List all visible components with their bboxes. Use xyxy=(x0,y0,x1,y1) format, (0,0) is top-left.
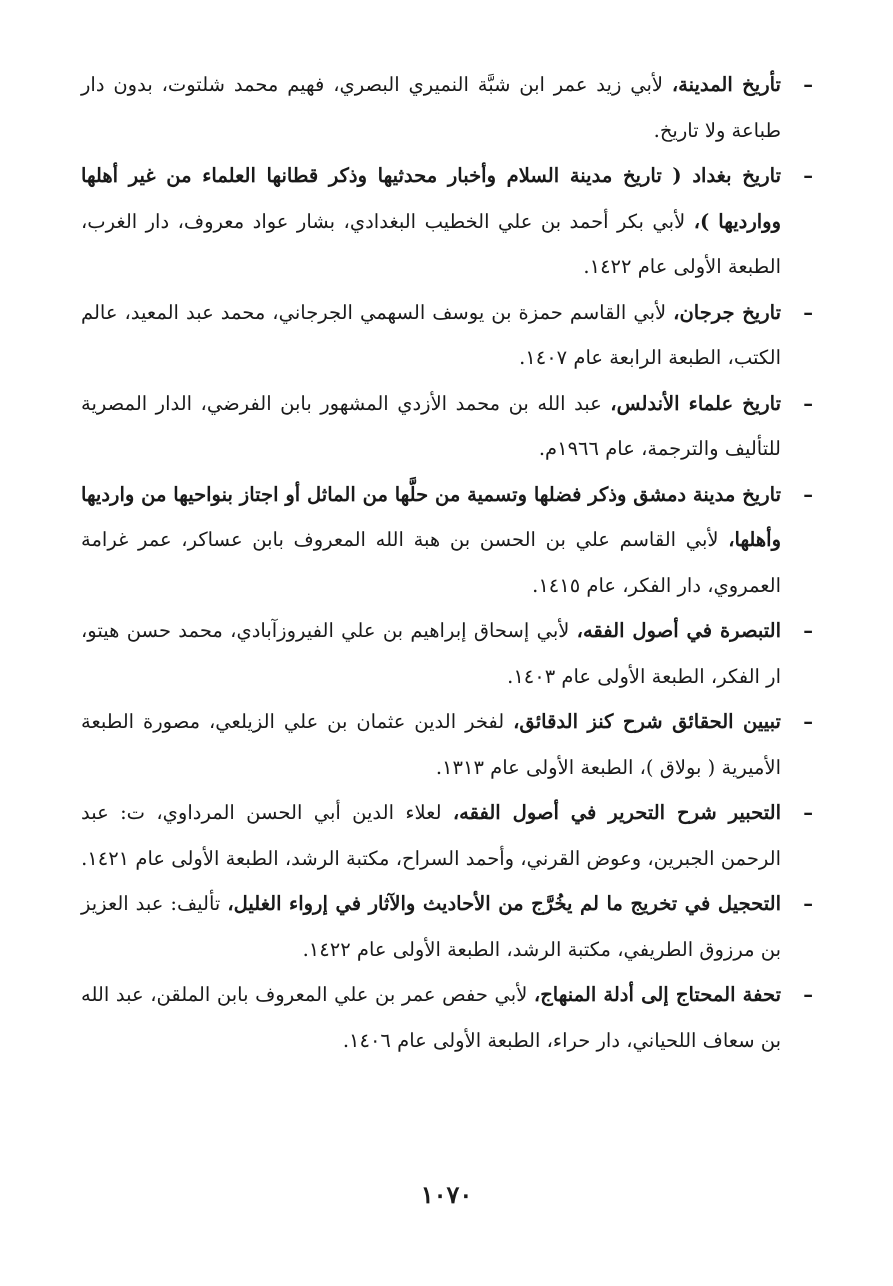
entry-body: لأبي حفص عمر بن علي المعروف بابن الملقن، عبد الله بن سعاف اللحياني، دار حراء، الطبعة الأولى عام ١٤٠٦. xyxy=(81,983,781,1052)
list-dash: – xyxy=(803,619,813,642)
bibliography-entry xyxy=(81,608,813,699)
list-dash: – xyxy=(803,73,813,96)
list-dash: – xyxy=(803,300,813,324)
bibliography-list xyxy=(81,62,813,1063)
entry-body: لأبي بكر أحمد بن علي الخطيب البغدادي، بشار عواد معروف، دار الغرب، الطبعة الأولى عام ١٤٢٢. xyxy=(81,209,781,278)
entry-body: لأبي القاسم علي بن الحسن بن هبة الله المعروف بابن عساكر، عمر غرامة العمروي، دار الفكر، عام ١٤١٥. xyxy=(81,528,781,597)
entry-title: التبصرة في أصول الفقه، xyxy=(576,619,781,642)
entry-body: عبد الله بن محمد الأزدي المشهور بابن الفرضي، الدار المصرية للتأليف والترجمة، عام ١٩٦٦م. xyxy=(81,391,781,460)
entry-title: التحبير شرح التحرير في أصول الفقه، xyxy=(452,801,781,824)
bibliography-entry xyxy=(81,790,813,881)
bibliography-entry xyxy=(81,881,813,972)
page-number: ١٠٧٠ xyxy=(420,1180,473,1209)
bibliography-entry xyxy=(81,381,813,472)
list-dash: – xyxy=(803,164,813,187)
entry-body: لفخر الدين عثمان بن علي الزيلعي، مصورة الطبعة الأميرية ( بولاق )، الطبعة الأولى عام ١٣١٣. xyxy=(81,710,781,779)
entry-title: تأريخ المدينة، xyxy=(671,73,781,96)
entry-title: تحفة المحتاج إلى أدلة المنهاج، xyxy=(533,983,782,1006)
entry-body: لعلاء الدين أبي الحسن المرداوي، ت: عبد الرحمن الجبرين، وعوض القرني، وأحمد السراح، مكتبة الرشد، الطبعة الأولى عام ١٤٢١. xyxy=(81,801,781,870)
bibliography-entry xyxy=(81,62,813,153)
entry-body: تأليف: عبد العزيز بن مرزوق الطريفي، مكتبة الرشد، الطبعة الأولى عام ١٤٢٢. xyxy=(81,892,781,961)
bibliography-entry xyxy=(81,972,813,1063)
bibliography-entry xyxy=(81,290,813,381)
entry-title: التحجيل في تخريج ما لم يخُرَّج من الأحاديث والآثار في إرواء الغليل، xyxy=(227,892,781,915)
bibliography-entry xyxy=(81,472,813,609)
entry-title: تبيين الحقائق شرح كنز الدقائق، xyxy=(513,710,781,733)
entry-body: لأبي القاسم حمزة بن يوسف السهمي الجرجاني، محمد عبد المعيد، عالم الكتب، الطبعة الرابعة عام ١٤٠٧. xyxy=(81,300,781,369)
list-dash: – xyxy=(803,482,813,506)
list-dash: – xyxy=(803,892,813,915)
entry-title: تاريخ علماء الأندلس، xyxy=(610,391,781,415)
entry-title: تاريخ جرجان، xyxy=(673,300,781,324)
entry-body: لأبي زيد عمر ابن شبَّة النميري البصري، فهيم محمد شلتوت، بدون دار طباعة ولا تاريخ. xyxy=(81,73,781,142)
bibliography-entry xyxy=(81,153,813,290)
list-dash: – xyxy=(803,710,813,733)
list-dash: – xyxy=(803,983,813,1006)
entry-body: لأبي إسحاق إبراهيم بن علي الفيروزآبادي، محمد حسن هيتو، ار الفكر، الطبعة الأولى عام ١٤٠٣. xyxy=(81,619,781,688)
entry-title: تاريخ مدينة دمشق وذكر فضلها وتسمية من حلَّها من الماثل أو اجتاز بنواحيها من وارديها وأهلها، xyxy=(81,482,781,551)
list-dash: – xyxy=(803,801,813,824)
entry-title: تاريخ بغداد ( تاريخ مدينة السلام وأخبار محدثيها وذكر قطانها العلماء من غير أهلها ووارديها )، xyxy=(81,164,781,233)
list-dash: – xyxy=(803,391,813,415)
bibliography-entry xyxy=(81,699,813,790)
